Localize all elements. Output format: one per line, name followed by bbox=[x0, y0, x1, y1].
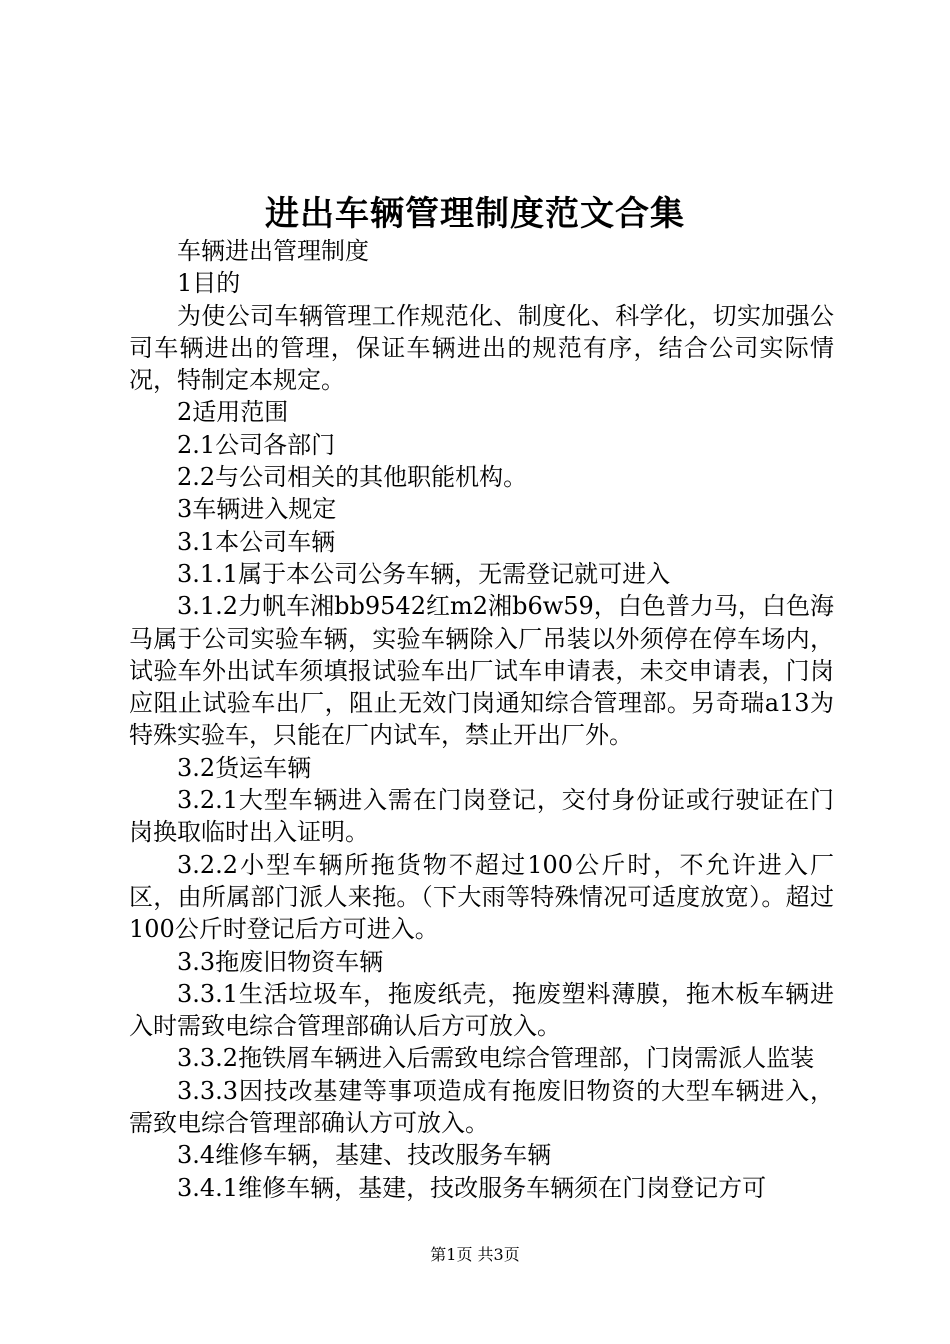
paragraph: 3.3.3因技改基建等事项造成有拖废旧物资的大型车辆进入，需致电综合管理部确认方可放入。 bbox=[129, 1076, 834, 1138]
paragraph: 1目的 bbox=[177, 269, 241, 298]
paragraph: 3.1.1属于本公司公务车辆，无需登记就可进入 bbox=[177, 559, 671, 588]
page-footer: 第1页 共3页 bbox=[430, 1245, 520, 1264]
paragraph: 为使公司车辆管理工作规范化、制度化、科学化，切实加强公司车辆进出的管理，保证车辆进出的规范有序，结合公司实际情况，特制定本规定。 bbox=[129, 301, 834, 395]
paragraph: 3.4.1维修车辆，基建，技改服务车辆须在门岗登记方可 bbox=[177, 1173, 767, 1202]
paragraph: 2适用范围 bbox=[177, 398, 289, 427]
paragraph: 3.2.2小型车辆所拖货物不超过100公斤时，不允许进入厂区，由所属部门派人来拖。（下大雨等特殊情况可适度放宽）。超过100公斤时登记后方可进入。 bbox=[129, 850, 834, 944]
paragraph: 3.3拖废旧物资车辆 bbox=[177, 947, 384, 976]
paragraph: 3.2货运车辆 bbox=[177, 753, 312, 782]
paragraph: 2.2与公司相关的其他职能机构。 bbox=[177, 463, 528, 492]
paragraph: 3.4维修车辆，基建、技改服务车辆 bbox=[177, 1141, 552, 1170]
document-body bbox=[129, 235, 834, 1204]
document-title: 进出车辆管理制度范文合集 bbox=[265, 194, 685, 234]
paragraph: 3.3.1生活垃圾车，拖废纸壳，拖废塑料薄膜，拖木板车辆进入时需致电综合管理部确认后方可放入。 bbox=[129, 979, 834, 1041]
paragraph: 车辆进出管理制度 bbox=[177, 237, 369, 265]
paragraph: 3车辆进入规定 bbox=[177, 495, 337, 524]
paragraph: 2.1公司各部门 bbox=[177, 430, 336, 459]
paragraph: 3.3.2拖铁屑车辆进入后需致电综合管理部，门岗需派人监装 bbox=[177, 1044, 815, 1073]
paragraph: 3.2.1大型车辆进入需在门岗登记，交付身份证或行驶证在门岗换取临时出入证明。 bbox=[129, 786, 834, 847]
paragraph: 3.1本公司车辆 bbox=[177, 527, 336, 556]
paragraph: 3.1.2力帆车湘bb9542红m2湘b6w59，白色普力马，白色海马属于公司实验车辆，实验车辆除入厂吊装以外须停在停车场内，试验车外出试车须填报试验车出厂试车申请表，未交申请表，门岗应阻止试验车出厂，阻止无效门岗通知综合管理部。另奇瑞a13为特殊实验车，只能在厂内试车，禁止开出厂外。 bbox=[129, 592, 834, 750]
